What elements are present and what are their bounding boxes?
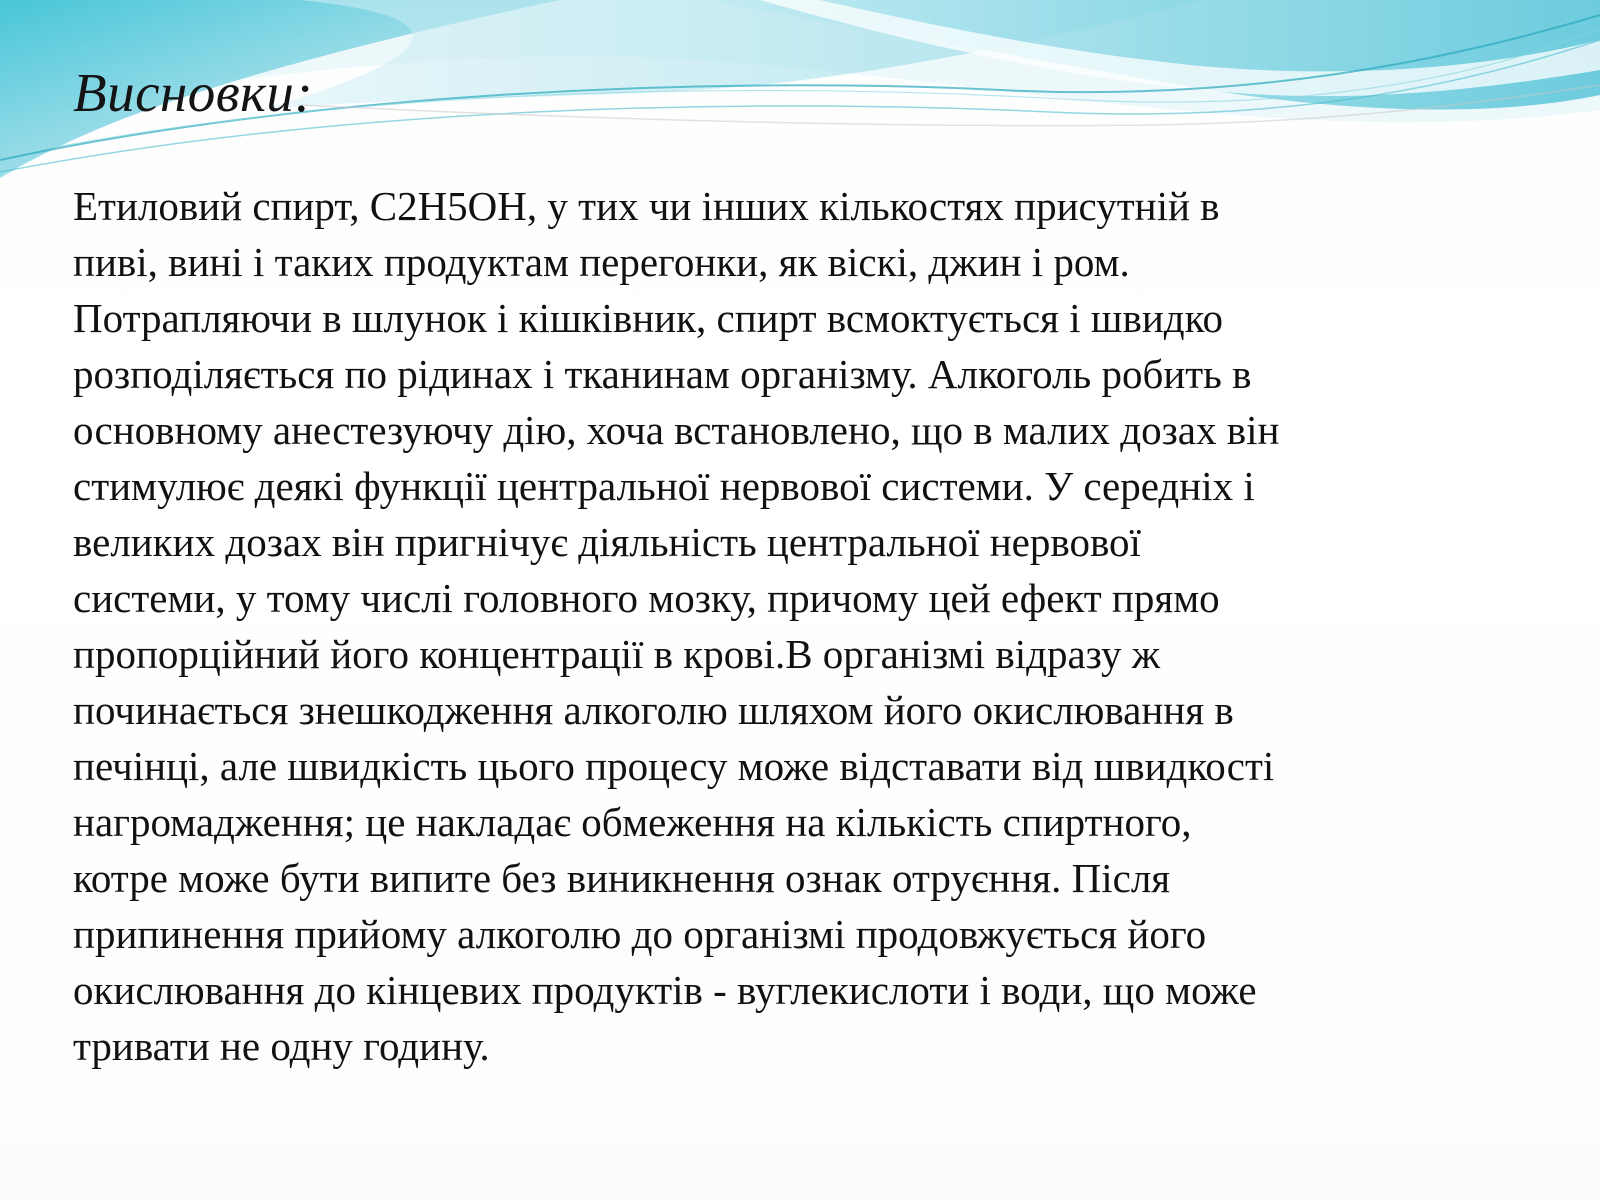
slide-title: Висновки: (73, 62, 314, 123)
slide-body-text: Етиловий спирт, С2Н5ОН, у тих чи інших кількостях присутній в пиві, вині і таких продуктам перегонки, як віскі, джин і ром. Потрапляючи в шлунок і кішківник, спирт всмоктується і швидко розподіляється по рідинах і тканинам організму. Алкоголь робить в основному анестезуючу дію, хоча встановлено, що в малих дозах він стимулює деякі функції центральної нервової системи. У середніх і великих дозах він пригнічує діяльність центральної нервової системи, у тому числі головного мозку, причому цей ефект прямо пропорційний його концентрації в крові.В організмі відразу ж починається знешкодження алкоголю шляхом його окислювання в печінці, але швидкість цього процесу може відставати від швидкості нагромадження; це накладає обмеження на кількість спиртного, котре може бути випите без виникнення ознак отруєння. Після припинення прийому алкоголю до організмі продовжується його окислювання до кінцевих продуктів - вуглекислоти і води, що може тривати не одну годину. (73, 183, 1280, 1069)
